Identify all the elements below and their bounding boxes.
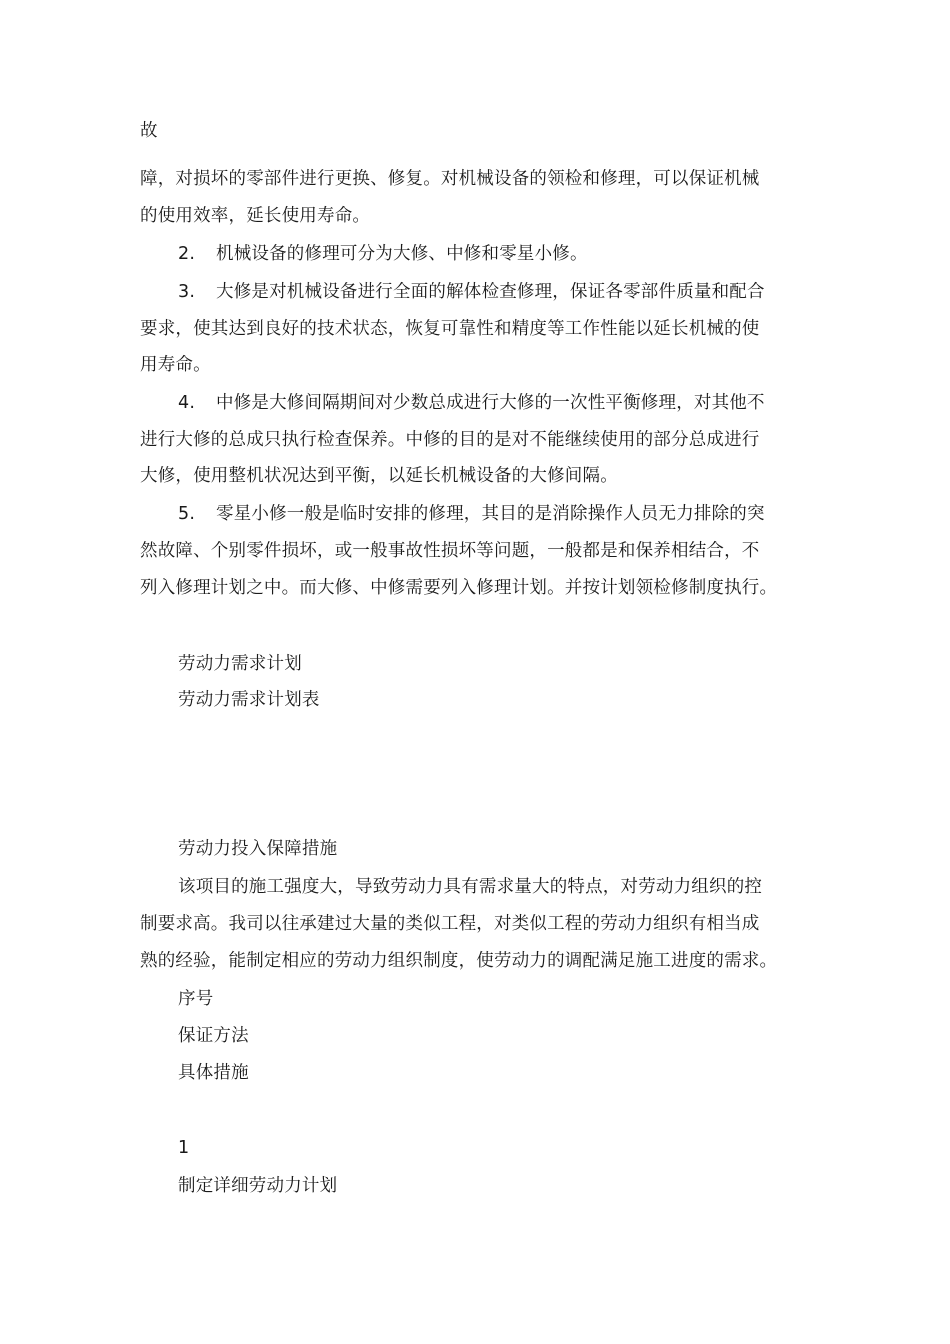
- labor-measures-line-1: 该项目的施工强度大，导致劳动力具有需求量大的特点，对劳动力组织的控: [178, 877, 763, 897]
- row-1-index: 1: [178, 1138, 190, 1158]
- item-5-number: 5.: [178, 504, 196, 524]
- item-3-line-3: 用寿命。: [140, 355, 211, 375]
- item-4-line-2: 进行大修的总成只执行检查保养。中修的目的是对不能继续使用的部分总成进行: [140, 430, 760, 450]
- item-3: [178, 278, 765, 303]
- table-header-index: 序号: [178, 989, 214, 1009]
- item-4-line-1: 中修是大修间隔期间对少数总成进行大修的一次性平衡修理，对其他不: [216, 393, 765, 413]
- labor-plan-table-title: 劳动力需求计划表: [178, 690, 320, 710]
- item-5: [178, 500, 765, 525]
- item-4-number: 4.: [178, 393, 196, 413]
- row-1-method: 制定详细劳动力计划: [178, 1176, 338, 1196]
- labor-plan-heading: 劳动力需求计划: [178, 654, 302, 674]
- para1-line-2: 的使用效率，延长使用寿命。: [140, 206, 371, 226]
- item-5-line-2: 然故障、个别零件损坏，或一般事故性损坏等问题，一般都是和保养相结合，不: [140, 541, 760, 561]
- item-3-line-2: 要求，使其达到良好的技术状态，恢复可靠性和精度等工作性能以延长机械的使: [140, 319, 760, 339]
- item-2-number: 2.: [178, 244, 196, 264]
- labor-measures-heading: 劳动力投入保障措施: [178, 839, 338, 859]
- labor-measures-line-3: 熟的经验，能制定相应的劳动力组织制度，使劳动力的调配满足施工进度的需求。: [140, 951, 778, 971]
- item-2-line-1: 机械设备的修理可分为大修、中修和零星小修。: [216, 244, 588, 264]
- item-5-line-3: 列入修理计划之中。而大修、中修需要列入修理计划。并按计划领检修制度执行。: [140, 578, 778, 598]
- item-5-line-1: 零星小修一般是临时安排的修理，其目的是消除操作人员无力排除的突: [216, 504, 765, 524]
- table-header-measures: 具体措施: [178, 1063, 249, 1083]
- item-4: [178, 389, 765, 414]
- labor-measures-line-2: 制要求高。我司以往承建过大量的类似工程，对类似工程的劳动力组织有相当成: [140, 914, 760, 934]
- fragment-char: 故: [140, 121, 158, 141]
- item-3-line-1: 大修是对机械设备进行全面的解体检查修理，保证各零部件质量和配合: [216, 282, 765, 302]
- item-2: [178, 240, 588, 265]
- table-header-method: 保证方法: [178, 1026, 249, 1046]
- item-4-line-3: 大修，使用整机状况达到平衡，以延长机械设备的大修间隔。: [140, 466, 618, 486]
- item-3-number: 3.: [178, 282, 196, 302]
- para1-line-1: 障，对损坏的零部件进行更换、修复。对机械设备的领检和修理，可以保证机械: [140, 169, 760, 189]
